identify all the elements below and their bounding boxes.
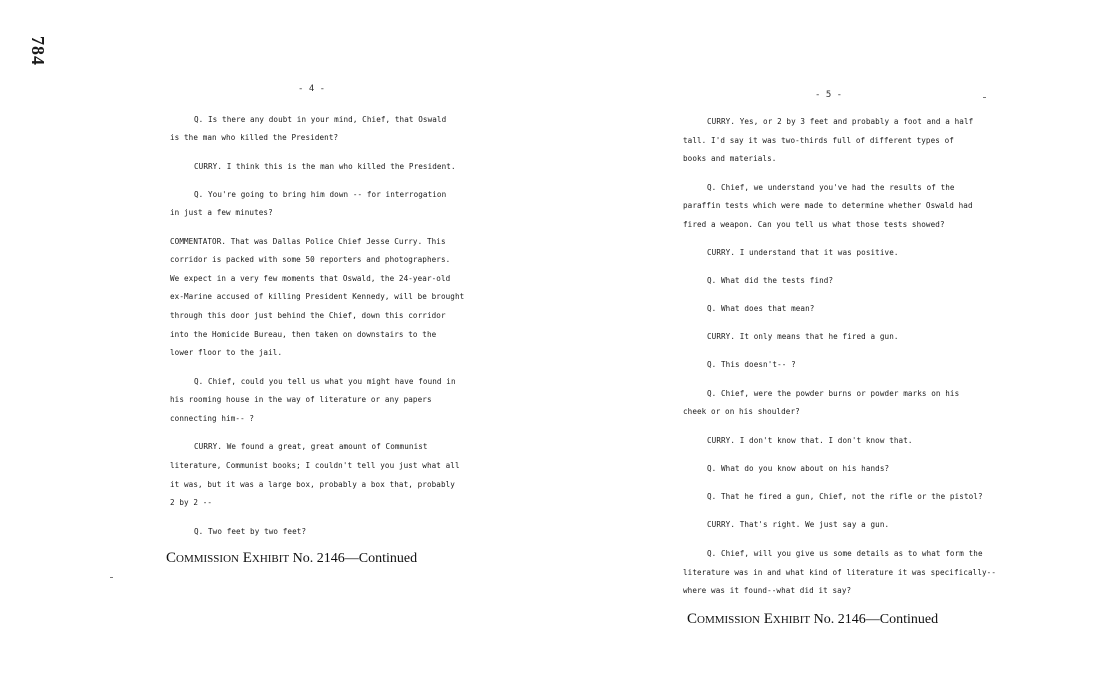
text-line: Q. Chief, will you give us some details as to what form the <box>707 549 983 558</box>
page-marker: - 4 - <box>298 84 326 94</box>
text-line: COMMENTATOR. That was Dallas Police Chief Jesse Curry. This <box>170 237 446 246</box>
text-line: is the man who killed the President? <box>170 133 339 142</box>
text-line: Q. You're going to bring him down -- for interrogation <box>194 190 447 199</box>
text-line: Q. That he fired a gun, Chief, not the rifle or the pistol? <box>707 492 983 501</box>
text-line: it was, but it was a large box, probably a box that, probably <box>170 480 455 489</box>
text-line: CURRY. Yes, or 2 by 3 feet and probably a foot and a half <box>707 117 974 126</box>
text-line: books and materials. <box>683 154 777 163</box>
text-line: in just a few minutes? <box>170 208 273 217</box>
text-line: Q. What does that mean? <box>707 304 815 313</box>
text-line: We expect in a very few moments that Oswald, the 24-year-old <box>170 274 451 283</box>
text-line: Q. Chief, were the powder burns or powder marks on his <box>707 389 960 398</box>
text-line: where was it found--what did it say? <box>683 586 852 595</box>
text-line: Q. Two feet by two feet? <box>194 527 307 536</box>
caption-prefix: Commission Exhibit <box>687 611 811 627</box>
text-line: literature, Communist books; I couldn't tell you just what all <box>170 461 460 470</box>
caption-prefix: Commission Exhibit <box>166 550 290 566</box>
text-line: CURRY. That's right. We just say a gun. <box>707 520 890 529</box>
text-line: cheek or on his shoulder? <box>683 407 800 416</box>
text-line: tall. I'd say it was two-thirds full of different types of <box>683 136 954 145</box>
text-line: through this door just behind the Chief, down this corridor <box>170 311 446 320</box>
text-line: Q. Chief, we understand you've had the results of the <box>707 183 955 192</box>
page-marker: - 5 - <box>815 90 843 100</box>
scan-speck <box>110 577 113 578</box>
text-line: ex-Marine accused of killing President Kennedy, will be brought <box>170 292 465 301</box>
text-line: Q. What did the tests find? <box>707 276 834 285</box>
exhibit-caption <box>166 550 417 567</box>
text-line: fired a weapon. Can you tell us what those tests showed? <box>683 220 945 229</box>
exhibit-caption <box>687 611 938 628</box>
scan-speck <box>983 97 986 98</box>
caption-suffix: No. 2146—Continued <box>813 612 939 627</box>
text-line: his rooming house in the way of literature or any papers <box>170 395 432 404</box>
text-line: Q. Chief, could you tell us what you might have found in <box>194 377 456 386</box>
text-line: 2 by 2 -- <box>170 498 213 507</box>
text-line: literature was in and what kind of literature it was specifically-- <box>683 568 997 577</box>
text-line: CURRY. It only means that he fired a gun. <box>707 332 899 341</box>
text-line: CURRY. We found a great, great amount of Communist <box>194 442 428 451</box>
side-page-number: 784 <box>28 36 48 66</box>
text-line: Q. Is there any doubt in your mind, Chief, that Oswald <box>194 115 447 124</box>
text-line: CURRY. I don't know that. I don't know that. <box>707 436 913 445</box>
text-line: paraffin tests which were made to determine whether Oswald had <box>683 201 973 210</box>
caption-suffix: No. 2146—Continued <box>292 551 418 566</box>
text-line: CURRY. I understand that it was positive. <box>707 248 899 257</box>
text-line: lower floor to the jail. <box>170 348 283 357</box>
text-line: corridor is packed with some 50 reporters and photographers. <box>170 255 451 264</box>
text-line: CURRY. I think this is the man who killed the President. <box>194 162 456 171</box>
text-line: into the Homicide Bureau, then taken on downstairs to the <box>170 330 437 339</box>
text-line: Q. What do you know about on his hands? <box>707 464 890 473</box>
text-line: connecting him-- ? <box>170 414 255 423</box>
text-line: Q. This doesn't-- ? <box>707 360 796 369</box>
